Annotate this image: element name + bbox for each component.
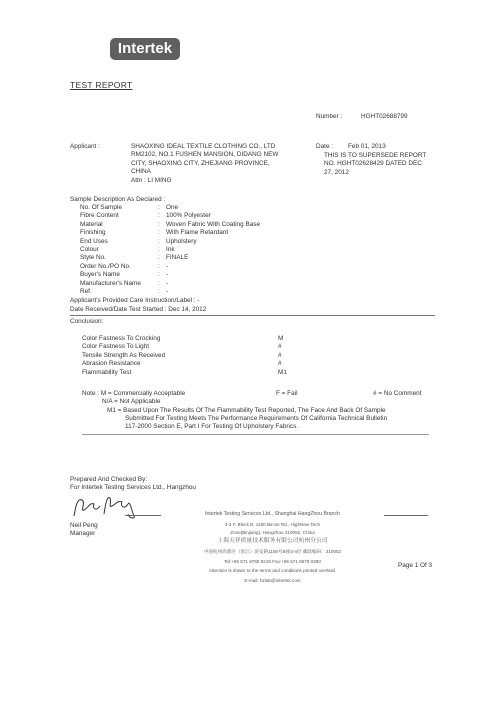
sample-row: Colour : Ink — [80, 245, 175, 253]
conclusion-result: # — [278, 343, 282, 351]
signer-name: Neil Peng — [70, 522, 98, 529]
footer-email: E-mail: hzlab@intertek.com — [244, 578, 301, 583]
conclusion-row — [82, 360, 332, 368]
sample-row: Style No. : FINALE — [80, 254, 189, 262]
sample-row: Order No./PO No. : - — [80, 262, 169, 270]
sample-label: Fibre Content — [80, 212, 119, 220]
sample-row: Finishing : With Flame Retardant — [80, 229, 229, 237]
sample-value: Ink — [166, 245, 175, 253]
conclusion-test-name: Flammability Test — [82, 368, 132, 376]
sample-row: Ref. : - — [80, 287, 169, 295]
conclusion-test-name: Tensile Strength As Received — [82, 351, 166, 359]
note-fail: F = Fail — [276, 390, 298, 397]
footer-company: Intertek Testing Services Ltd., Shanghai HangZhou Branch — [205, 511, 340, 517]
conclusion-row — [82, 343, 332, 351]
sample-row: End Uses : Upholstery — [80, 237, 197, 245]
prepared-by-company: For Intertek Testing Services Ltd., Hangzhou — [70, 484, 196, 491]
footer-rule-left — [125, 515, 161, 516]
supersede-block — [324, 152, 426, 177]
sample-value: - — [166, 271, 169, 279]
sample-value: One — [166, 204, 179, 211]
sample-label: Material — [80, 220, 103, 228]
sample-label: Finishing — [80, 229, 106, 237]
report-number-value: HGHT02688799 — [361, 113, 408, 120]
page-number: Page 1 Of 3 — [398, 562, 433, 569]
sample-value: Upholstery — [166, 237, 197, 245]
conclusion-test-name: Color Fastness To Light — [82, 343, 150, 351]
supersede-line: NO. HGHT02628429 DATED DEC — [324, 160, 422, 168]
applicant-line: CITY, SHAOXING CITY, ZHEJIANG PROVINCE, — [131, 159, 270, 167]
sample-value: - — [166, 287, 169, 295]
applicant-label: Applicant : — [70, 143, 100, 150]
note-not-applicable: N/A = Not Applicable — [102, 398, 161, 405]
divider — [70, 315, 435, 316]
applicant-block — [131, 143, 278, 185]
conclusion-test-name: Abrasion Resistance — [82, 360, 141, 368]
signer-title: Manager — [70, 530, 96, 537]
applicant-line: RM2102, NO.1 FUSHEN MANSION, DIDANG NEW — [131, 151, 279, 159]
sample-label: Ref. — [80, 287, 92, 295]
conclusion-result: M1 — [278, 368, 287, 376]
date-label: Date : — [316, 143, 334, 150]
sample-label: No. Of Sample — [80, 204, 122, 211]
conclusion-row — [82, 335, 332, 343]
applicant-line: SHAOXING IDEAL TEXTILE CLOTHING CO., LTD — [131, 143, 276, 150]
sample-value: - — [166, 262, 169, 270]
sample-row: No. Of Sample : One — [80, 204, 179, 211]
conclusion-test-name: Color Fastness To Crocking — [82, 335, 161, 342]
date-value: Feb 01, 2013 — [348, 143, 386, 150]
sample-label: Buyer's Name — [80, 271, 120, 279]
footer-address-line-1: 3-4 F, Block B, 1180 Bin'an Rd., HighNew Tech — [224, 522, 321, 527]
date-received: Date Received/Date Test Started : Dec 14, 2012 — [70, 306, 207, 313]
conclusion-label: Conclusion: — [70, 318, 104, 325]
conclusion-result: # — [278, 360, 282, 368]
report-number-label: Number : — [316, 113, 343, 120]
sample-value: 100% Polyester — [166, 212, 211, 220]
divider — [82, 434, 429, 435]
sample-label: End Uses — [80, 237, 108, 245]
footer-address-line-2: Zone(Binjiang), Hangzhou 310052, China — [230, 530, 315, 535]
page-title: TEST REPORT — [70, 80, 133, 90]
sample-value: FINALE — [166, 254, 189, 262]
footer-tel-fax: Tel:+86 571 8768 8218 Fax:+86 571 8679 0280 — [224, 559, 321, 564]
sample-label: Manufacturer's Name — [80, 279, 141, 287]
note-m1-line-2: Submitted For Testing Meets The Performance Requirements Of California Technical Bulletin — [125, 415, 388, 422]
sample-value: With Flame Retardant — [166, 229, 229, 237]
intertek-logo: Intertek — [110, 38, 180, 60]
sample-value: Woven Fabric With Coating Base — [166, 220, 261, 228]
conclusion-row — [82, 369, 332, 377]
applicant-attn: Attn : LI MING — [131, 176, 172, 184]
sample-description-header: Sample Description As Declared : — [70, 196, 166, 203]
note-m1-line-1: M1 = Based Upon The Results Of The Flammability Test Reported, The Face And Back Of Sample — [107, 407, 386, 414]
conclusion-row — [82, 352, 332, 360]
conclusion-result: M — [278, 335, 284, 342]
note-no-comment: # = No Comment — [373, 390, 422, 397]
footer-chinese-address: 中国杭州高新区（滨江）滨安路1180号B座3-4层 邮政编码：310052 — [203, 549, 342, 554]
sample-value: - — [166, 279, 169, 287]
conclusion-table — [82, 335, 332, 377]
note-commercially-acceptable: Note : M = Commercially Acceptable — [82, 390, 186, 397]
sample-label: Colour — [80, 245, 99, 253]
sample-label: Style No. — [80, 254, 106, 262]
supersede-line: 27, 2012 — [324, 168, 349, 176]
note-m1-line-3: 117-2000 Section E, Part I For Testing Of Upholstery Fabrics. — [125, 423, 299, 430]
footer-chinese-company-name: 上海天祥质量技术服务有限公司杭州分公司 — [217, 538, 328, 544]
sample-row: Fibre Content : 100% Polyester — [80, 212, 211, 220]
footer-rule-right — [384, 515, 428, 516]
conclusion-result: # — [278, 351, 282, 359]
care-instruction-label: Applicant's Provided Care Instruction/Label : - — [70, 297, 200, 304]
sample-label: Order No./PO No. — [80, 262, 131, 270]
sample-row: Manufacturer's Name : - — [80, 279, 169, 287]
footer-attention: Attention is drawn to the terms and conditions printed overleaf. — [208, 568, 337, 573]
sample-description-table — [80, 204, 340, 296]
applicant-line: CHINA — [131, 168, 151, 176]
supersede-line: THIS IS TO SUPERSEDE REPORT — [324, 152, 427, 159]
sample-row: Material : Woven Fabric With Coating Base — [80, 220, 261, 228]
prepared-by-label: Prepared And Checked By: — [70, 476, 148, 483]
sample-row: Buyer's Name : - — [80, 271, 169, 279]
